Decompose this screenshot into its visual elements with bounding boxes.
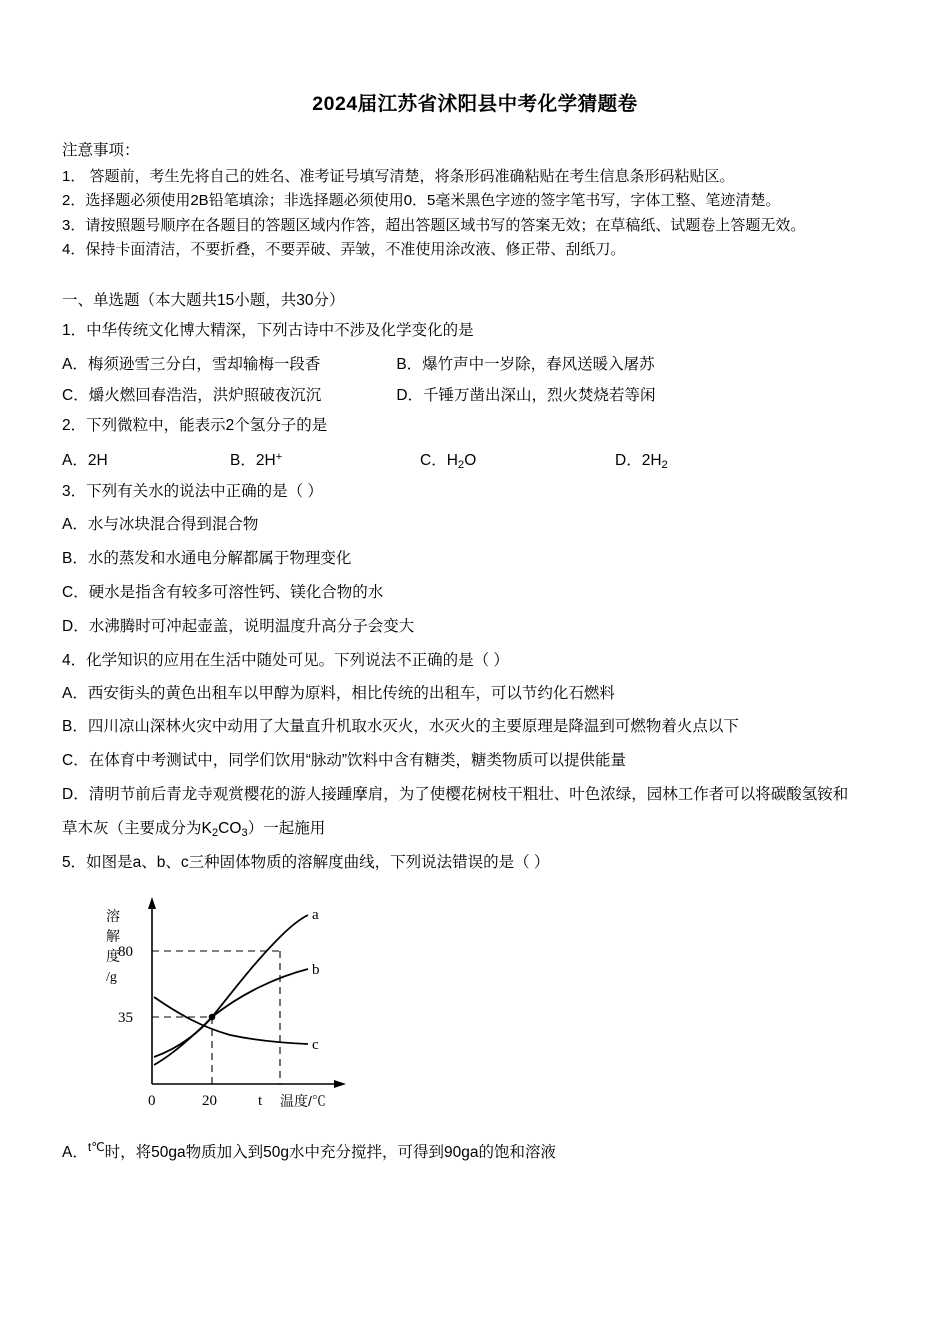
question-1-option-d: D．千锤万凿出深山，烈火焚烧若等闲 [396,387,656,405]
question-2-options [62,448,888,471]
curve-label-b: b [312,962,320,979]
question-3-option-a: A．水与冰块混合得到混合物 [62,516,259,534]
notice-heading: 注意事项： [62,142,140,159]
y-axis-label-2: 解 [106,928,120,945]
question-3-option-d: D．水沸腾时可冲起壶盖，说明温度升高分子会变大 [62,617,415,635]
y-tick-35: 35 [118,1010,133,1027]
notice-line-1: 1． 答题前，考生先将自己的姓名、准考证号填写清楚，将条形码准确粘贴在考生信息条形码粘贴区。 [62,168,735,185]
question-3-option-b: B．水的蒸发和水通电分解都属于物理变化 [62,550,352,568]
question-5-stem: 5．如图是a、b、c三种固体物质的溶解度曲线，下列说法错误的是（ ） [62,854,550,872]
option-a-t-symbol: t℃ [87,1140,105,1155]
section-heading: 一、单选题（本大题共15小题，共30分） [62,292,345,310]
question-4-option-a: A．西安街头的黄色出租车以甲醇为原料，相比传统的出租车，可以节约化石燃料 [62,684,615,702]
question-4-option-d-cont: 草木灰（主要成分为$K_2CO_3$）一起施用 [62,819,326,839]
y-axis-label-4: /g [106,970,117,986]
y-axis-label-3: 度 [106,948,120,965]
y-tick-80: 80 [118,944,133,961]
curve-label-a: a [312,907,319,924]
question-2-option-b: B．2H+ [230,451,283,470]
solubility-chart-svg [62,889,482,1124]
question-5-option-a: A．$^{t℃}$时，将50ga物质加入到50g水中充分搅拌，可得到90ga的饱和溶液 [62,1140,556,1162]
notice-line-3: 3．请按照题号顺序在各题目的答题区域内作答，超出答题区域书写的答案无效；在草稿纸、试题卷上答题无效。 [62,216,806,234]
question-4-option-d: D．清明节前后青龙寺观赏樱花的游人接踵摩肩，为了使樱花树枝干粗壮、叶色浓绿，园林工作者可以将碳酸氢铵和 [62,785,849,803]
notice-line-4: 4．保持卡面清洁，不要折叠，不要弄破、弄皱，不准使用涂改液、修正带、刮纸刀。 [62,240,626,258]
question-3-option-c: C．硬水是指含有较多可溶性钙、镁化合物的水 [62,583,384,601]
question-1-option-c: C．爝火燃回春浩浩，洪炉照破夜沉沉 [62,387,322,405]
question-1-stem: 1．中华传统文化博大精深，下列古诗中不涉及化学变化的是 [62,322,474,340]
question-4-option-c: C．在体育中考测试中，同学们饮用“脉动”饮料中含有糖类，糖类物质可以提供能量 [62,752,627,770]
question-4-stem: 4．化学知识的应用在生活中随处可见。下列说法不正确的是（ ） [62,651,509,669]
x-tick-20: 20 [202,1093,217,1110]
solubility-curve-figure [62,889,888,1124]
question-1-options-row-2 [62,383,888,405]
y-axis-label-1: 溶 [106,908,120,925]
page-title: 2024届江苏省沭阳县中考化学猜题卷 [312,93,638,115]
question-1-option-b: B．爆竹声中一岁除，春风送暖入屠苏 [396,356,655,374]
question-1-option-a: A．梅须逊雪三分白，雪却输梅一段香 [62,356,321,374]
question-2-option-a: A．2H [62,452,108,470]
x-tick-0: 0 [148,1093,156,1110]
question-4-option-b: B．四川凉山深林火灾中动用了大量直升机取水灭火，水灭火的主要原理是降温到可燃物着火点以下 [62,718,739,736]
x-axis-symbol: t [258,1093,263,1110]
question-2-stem: 2．下列微粒中，能表示2个氢分子的是 [62,417,328,435]
notice-line-2: 2．选择题必须使用2B铅笔填涂；非选择题必须使用0．5毫米黑色字迹的签字笔书写，字体工整、笔迹清楚。 [62,192,781,210]
question-1-options-row-1 [62,352,888,374]
question-3-stem: 3．下列有关水的说法中正确的是（ ） [62,483,323,501]
x-axis-label: 温度/℃ [280,1093,326,1110]
question-2-option-c: C．$H_2O$ [420,452,477,472]
curve-label-c: c [312,1037,319,1054]
question-2-option-d: D．$2H_2$ [615,452,668,472]
